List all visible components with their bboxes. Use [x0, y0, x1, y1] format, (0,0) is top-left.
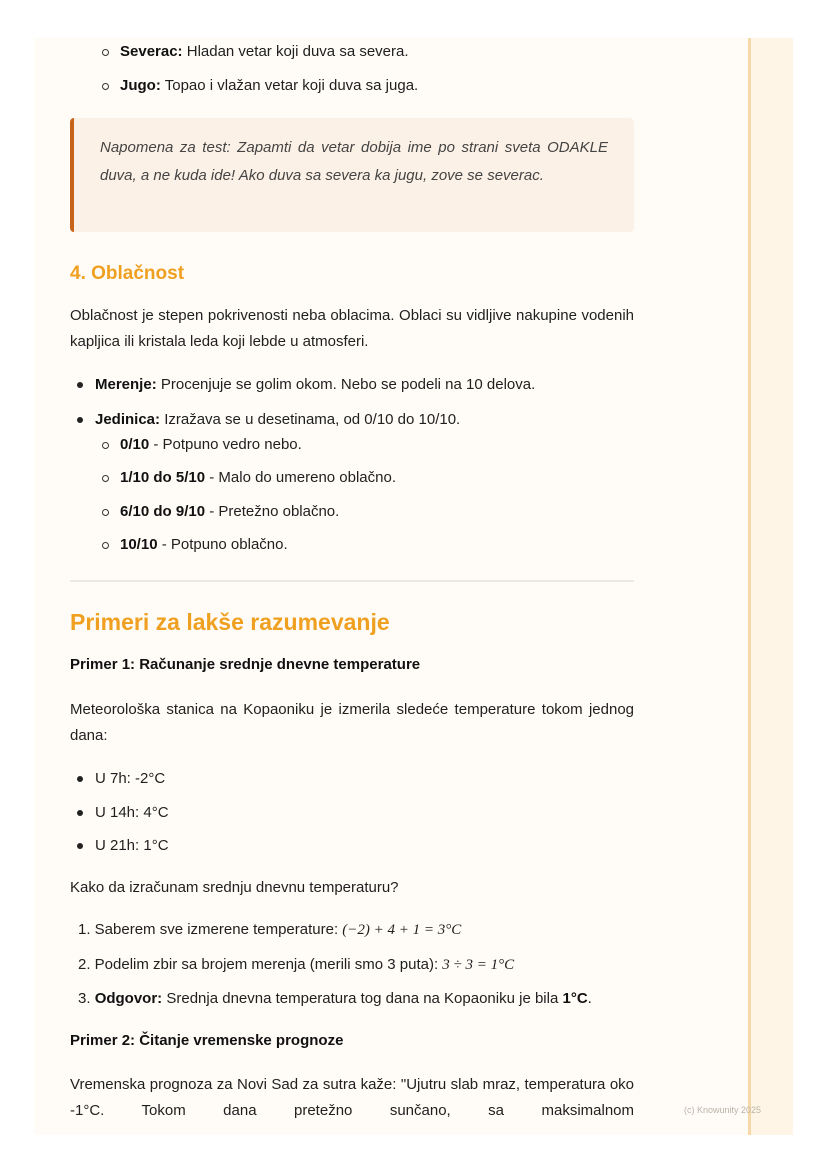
list-item: Jedinica: Izražava se u desetinama, od 0/10 do 10/10.: [95, 411, 461, 428]
document-page: [34, 38, 790, 1135]
ordered-item: 1. Saberem sve izmerene temperature: (−2) + 4 + 1 = 3°C: [78, 921, 462, 938]
list-item: Merenje: Procenjuje se golim okom. Nebo se podeli na 10 delova.: [95, 376, 536, 393]
section-heading: 4. Oblačnost: [70, 263, 185, 284]
list-item: 6/10 do 9/10 - Pretežno oblačno.: [120, 503, 340, 520]
paragraph: Oblačnost je stepen pokrivenosti neba oblacima. Oblaci su vidljive nakupine vodenih kapljica ili kristala leda koji lebde u atmosferi.: [70, 307, 634, 350]
list-item: Jugo: Topao i vlažan vetar koji duva sa juga.: [120, 77, 419, 94]
paragraph: Kako da izračunam srednju dnevnu temperaturu?: [70, 879, 399, 896]
paragraph: Vremenska prognoza za Novi Sad za sutra kaže: "Ujutru slab mraz, temperatura oko -1°C. Tokom dana pretežno sunčano, sa maksimalnom: [70, 1076, 634, 1119]
list-item: U 14h: 4°C: [95, 804, 169, 821]
divider: [70, 580, 634, 582]
list-item: U 7h: -2°C: [95, 770, 166, 787]
watermark: (c) Knowunity 2025: [684, 1105, 762, 1115]
list-item: Severac: Hladan vetar koji duva sa severa.: [120, 43, 409, 60]
example-title: Primer 1: Računanje srednje dnevne temperature: [70, 656, 421, 673]
examples-heading: Primeri za lakše razumevanje: [70, 609, 390, 635]
paragraph: Meteorološka stanica na Kopaoniku je izmerila sledeće temperature tokom jednog dana:: [70, 701, 634, 744]
list-item: 1/10 do 5/10 - Malo do umereno oblačno.: [120, 469, 397, 486]
test-note-callout: Napomena za test: Zapamti da vetar dobija ime po strani sveta ODAKLE duva, a ne kuda ide! Ako duva sa severa ka jugu, zove se severac.: [70, 118, 634, 232]
side-margin-strip: [748, 38, 793, 1135]
list-item: U 21h: 1°C: [95, 837, 169, 854]
list-item: 10/10 - Potpuno oblačno.: [120, 536, 288, 553]
list-item: 0/10 - Potpuno vedro nebo.: [120, 436, 302, 453]
example-title: Primer 2: Čitanje vremenske prognoze: [70, 1032, 344, 1049]
ordered-item: 2. Podelim zbir sa brojem merenja (merili smo 3 puta): 3 ÷ 3 = 1°C: [78, 956, 515, 973]
ordered-item: 3. Odgovor: Srednja dnevna temperatura tog dana na Kopaoniku je bila 1°C.: [78, 990, 592, 1007]
